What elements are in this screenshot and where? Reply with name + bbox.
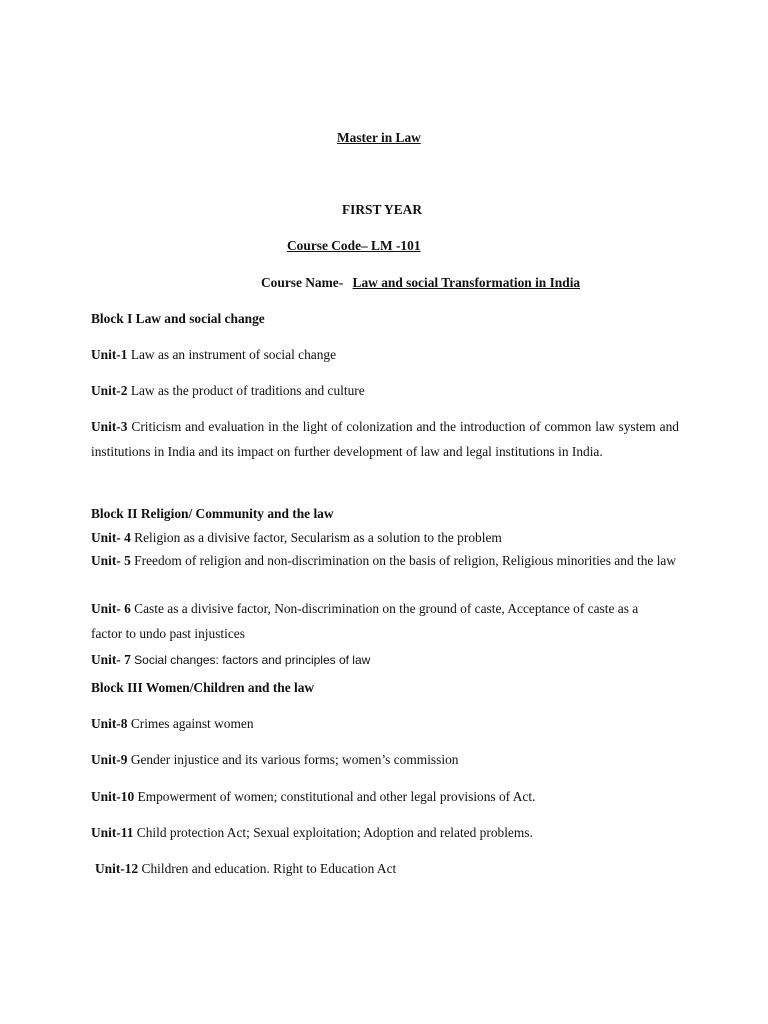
course-code: Course Code– LM -101 bbox=[287, 238, 421, 253]
unit-text: Law as the product of traditions and culture bbox=[130, 383, 365, 398]
unit-label: Unit-9 bbox=[91, 752, 128, 767]
unit-6 bbox=[91, 597, 651, 646]
unit-text: Religion as a divisive factor, Secularism as a solution to the problem bbox=[134, 530, 502, 545]
unit-label: Unit- 6 bbox=[91, 601, 131, 616]
unit-text: Caste as a divisive factor, Non-discrimination on the ground of caste, Acceptance of caste as a factor to undo past injustices bbox=[91, 601, 639, 641]
unit-3 bbox=[91, 415, 679, 464]
unit-text: Child protection Act; Sexual exploitation; Adoption and related problems. bbox=[136, 825, 533, 840]
unit-text: Empowerment of women; constitutional and other legal provisions of Act. bbox=[137, 789, 536, 804]
unit-9 bbox=[91, 752, 458, 768]
unit-12 bbox=[95, 861, 396, 877]
unit-text: Criticism and evaluation in the light of colonization and the introduction of common law system and institutions in India and its impact on further development of law and legal institutions in India. bbox=[91, 419, 679, 459]
unit-8 bbox=[91, 716, 254, 732]
unit-text: Crimes against women bbox=[130, 716, 254, 731]
block-2-heading: Block II Religion/ Community and the law bbox=[91, 506, 334, 521]
unit-label: Unit-8 bbox=[91, 716, 128, 731]
unit-label: Unit-3 bbox=[91, 419, 128, 434]
document-title: Master in Law bbox=[337, 130, 421, 145]
unit-label: Unit- 5 bbox=[91, 553, 131, 568]
unit-1 bbox=[91, 347, 336, 363]
course-name-label: Course Name- bbox=[261, 275, 344, 290]
unit-4 bbox=[91, 530, 502, 546]
unit-label: Unit- 7 bbox=[91, 652, 131, 667]
block-3-heading: Block III Women/Children and the law bbox=[91, 680, 315, 695]
unit-text: Gender injustice and its various forms; women’s commission bbox=[130, 752, 459, 767]
unit-label: Unit- 4 bbox=[91, 530, 131, 545]
unit-text: Children and education. Right to Education Act bbox=[141, 861, 397, 876]
unit-10 bbox=[91, 789, 535, 805]
unit-label: Unit-11 bbox=[91, 825, 134, 840]
year-heading: FIRST YEAR bbox=[342, 202, 422, 217]
unit-label: Unit-1 bbox=[91, 347, 128, 362]
course-name-line bbox=[261, 275, 580, 291]
unit-2 bbox=[91, 383, 365, 399]
unit-11 bbox=[91, 825, 533, 841]
unit-label: Unit-12 bbox=[95, 861, 139, 876]
unit-text: Law as an instrument of social change bbox=[130, 347, 337, 362]
course-name-value: Law and social Transformation in India bbox=[352, 275, 581, 290]
block-1-heading: Block I Law and social change bbox=[91, 311, 265, 326]
unit-text: Freedom of religion and non-discrimination on the basis of religion, Religious minorities and the law bbox=[134, 553, 677, 568]
unit-5 bbox=[91, 549, 681, 574]
unit-7 bbox=[91, 652, 370, 668]
unit-label: Unit-2 bbox=[91, 383, 128, 398]
unit-text: Social changes: factors and principles of law bbox=[134, 653, 371, 667]
unit-label: Unit-10 bbox=[91, 789, 135, 804]
